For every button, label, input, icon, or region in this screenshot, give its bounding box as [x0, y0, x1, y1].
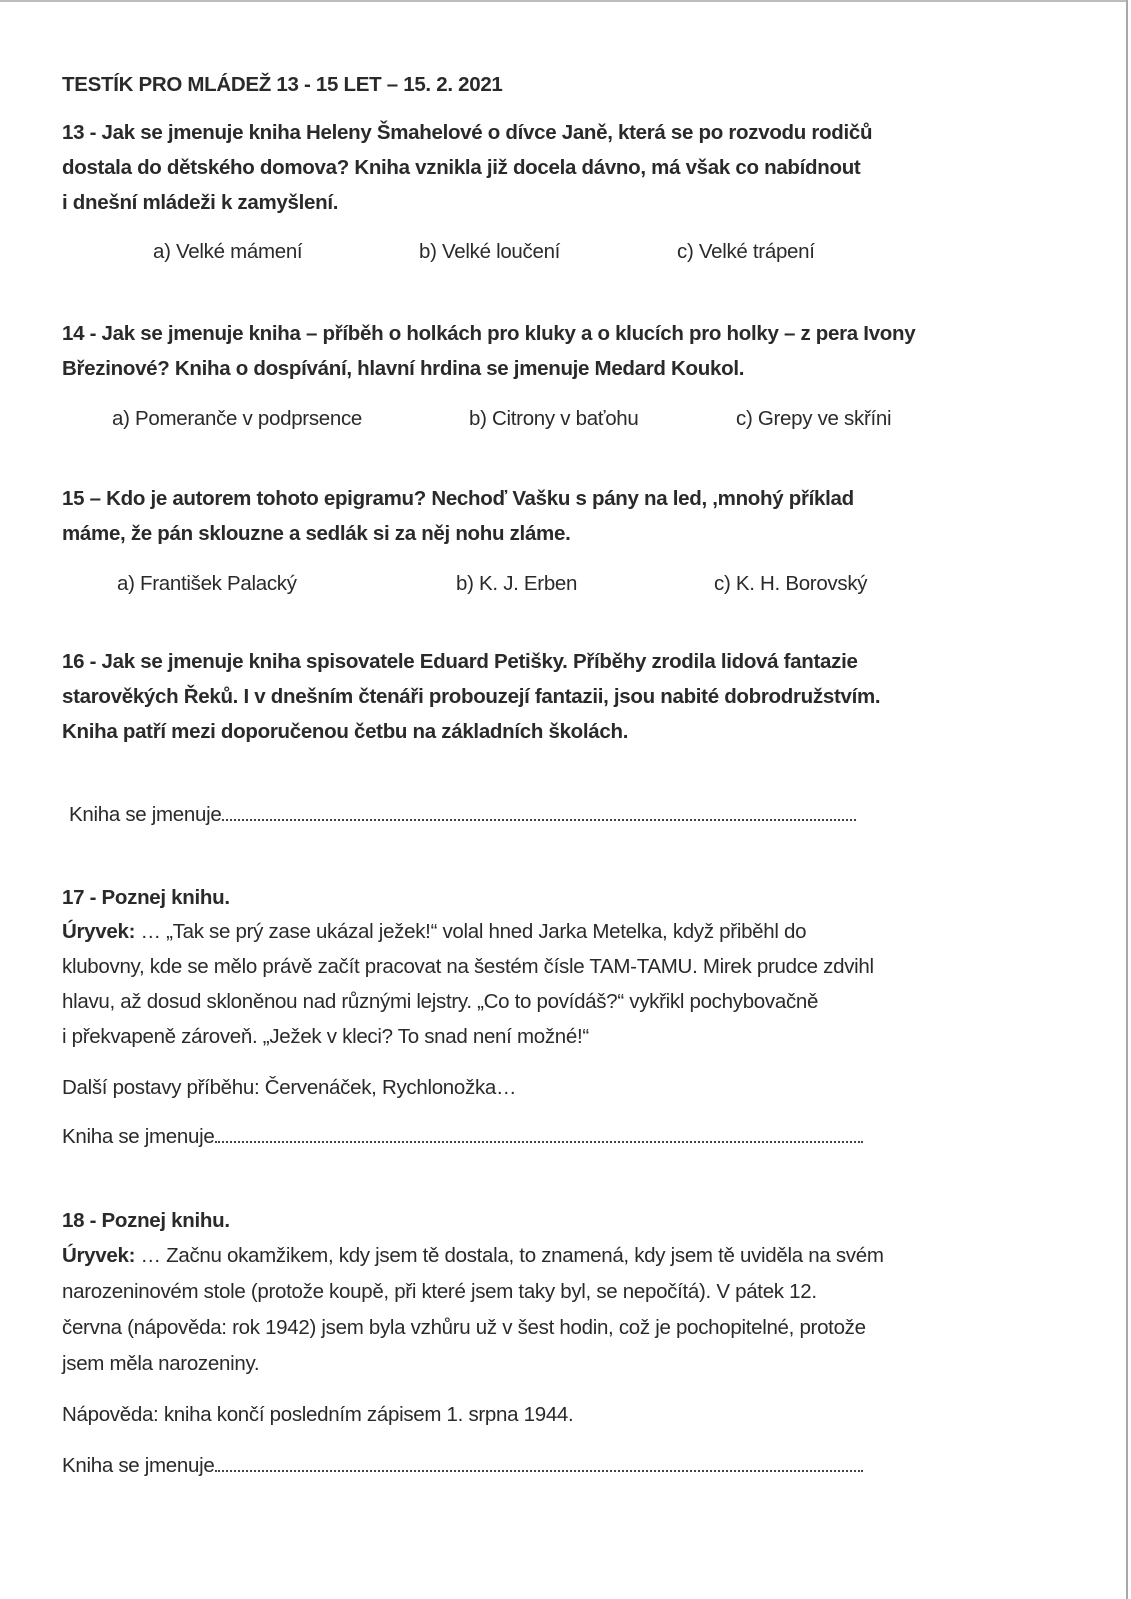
excerpt-line: klubovny, kde se mělo právě začít pracovat na šestém čísle TAM-TAMU. Mirek prudce zdvihl — [62, 955, 874, 978]
excerpt-line: i překvapeně zároveň. „Ježek v kleci? To snad není možné!“ — [62, 1025, 589, 1048]
option-c: c) K. H. Borovský — [714, 572, 868, 595]
question-text-line: starověkých Řeků. I v dnešním čtenáři probouzejí fantazii, jsou nabité dobrodružstvím. — [62, 685, 881, 708]
excerpt-line — [62, 918, 806, 946]
option-b: b) Citrony v baťohu — [469, 407, 639, 430]
option-a: a) Pomeranče v podprsence — [112, 407, 363, 430]
excerpt-label: Úryvek: — [62, 1244, 136, 1267]
question-text-line: Březinové? Kniha o dospívání, hlavní hrdina se jmenuje Medard Koukol. — [62, 357, 745, 380]
answer-field[interactable] — [69, 801, 856, 829]
excerpt-line: hlavu, až dosud skloněnou nad různými lejstry. „Co to povídáš?“ vykřikl pochybovačně — [62, 990, 819, 1013]
question-heading: 17 - Poznej knihu. — [62, 886, 230, 909]
option-b: b) Velké loučení — [419, 240, 561, 263]
question-text-line: 15 – Kdo je autorem tohoto epigramu? Nechoď Vašku s pány na led, ,mnohý příklad — [62, 487, 854, 510]
question-text-line: 16 - Jak se jmenuje kniha spisovatele Eduard Petišky. Příběhy zrodila lidová fantazie — [62, 650, 858, 673]
excerpt-line — [62, 1242, 884, 1270]
answer-blank[interactable] — [222, 801, 856, 821]
excerpt-text: … Začnu okamžikem, kdy jsem tě dostala, to znamená, kdy jsem tě uviděla na svém — [135, 1244, 884, 1267]
question-text-line: 13 - Jak se jmenuje kniha Heleny Šmahelové o dívce Janě, která se po rozvodu rodičů — [62, 121, 873, 144]
scan-edge-top — [0, 0, 1127, 2]
hint-text: Nápověda: kniha končí posledním zápisem 1. srpna 1944. — [62, 1403, 574, 1426]
answer-blank[interactable] — [215, 1452, 863, 1472]
answer-blank[interactable] — [215, 1123, 863, 1143]
excerpt-text: … „Tak se prý zase ukázal ježek!“ volal hned Jarka Metelka, když přiběhl do — [135, 920, 807, 943]
answer-prompt: Kniha se jmenuje — [62, 1125, 215, 1148]
excerpt-line: června (nápověda: rok 1942) jsem byla vzhůru už v šest hodin, což je pochopitelné, protože — [62, 1316, 866, 1339]
answer-field[interactable] — [62, 1452, 863, 1480]
excerpt-line: jsem měla narozeniny. — [62, 1352, 260, 1375]
answer-prompt: Kniha se jmenuje — [62, 1454, 215, 1477]
answer-field[interactable] — [62, 1123, 863, 1151]
scan-edge-right — [1126, 0, 1128, 1599]
option-a: a) František Palacký — [117, 572, 297, 595]
option-a: a) Velké mámení — [153, 240, 303, 263]
question-text-line: i dnešní mládeži k zamyšlení. — [62, 191, 339, 214]
question-text-line: dostala do dětského domova? Kniha vznikla již docela dávno, má však co nabídnout — [62, 156, 861, 179]
question-text-line: Kniha patří mezi doporučenou četbu na základních školách. — [62, 720, 629, 743]
option-c: c) Grepy ve skříni — [736, 407, 892, 430]
excerpt-line: narozeninovém stole (protože koupě, při které jsem taky byl, se nepočítá). V pátek 12. — [62, 1280, 817, 1303]
option-c: c) Velké trápení — [677, 240, 815, 263]
hint-text: Další postavy příběhu: Červenáček, Rychlonožka… — [62, 1076, 517, 1099]
question-text-line: máme, že pán sklouzne a sedlák si za něj nohu zláme. — [62, 522, 571, 545]
page-title: TESTÍK PRO MLÁDEŽ 13 - 15 LET – 15. 2. 2021 — [62, 73, 503, 96]
answer-prompt: Kniha se jmenuje — [69, 803, 222, 826]
question-heading: 18 - Poznej knihu. — [62, 1209, 230, 1232]
question-text-line: 14 - Jak se jmenuje kniha – příběh o holkách pro kluky a o klucích pro holky – z pera Ivony — [62, 322, 916, 345]
option-b: b) K. J. Erben — [456, 572, 578, 595]
excerpt-label: Úryvek: — [62, 920, 136, 943]
